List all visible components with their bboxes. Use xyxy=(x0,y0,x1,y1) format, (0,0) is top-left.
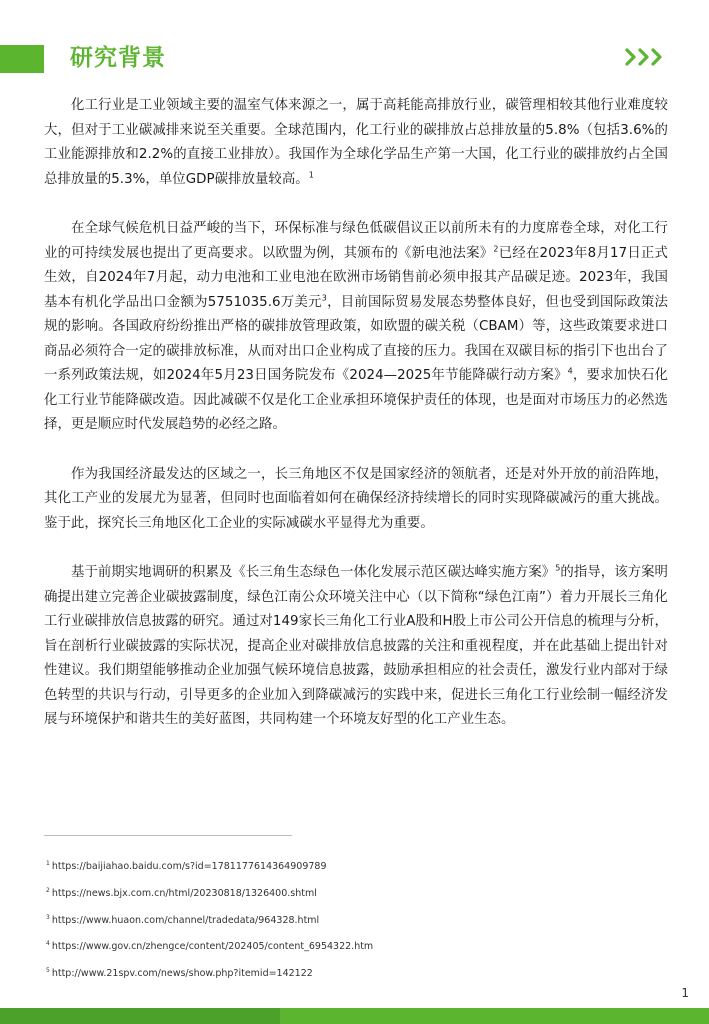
page-number: 1 xyxy=(681,986,689,1000)
footnote-ref-3: 3 xyxy=(321,293,327,303)
footnote-divider xyxy=(44,835,292,836)
footnotes xyxy=(46,852,646,986)
footer-bar-dark xyxy=(0,1008,280,1024)
footnote-ref-4: 4 xyxy=(567,366,573,376)
paragraph-3: 作为我国经济最发达的区域之一，长三角地区不仅是国家经济的领航者，还是对外开放的前沿阵地，其化工产业的发展尤为显著，但同时也面临着如何在确保经济持续增长的同时实现降碳减污的重大挑战。鉴于此，探究长三角地区化工企业的实际减碳水平显得尤为重要。 xyxy=(44,466,668,531)
paragraph-4: 基于前期实地调研的积累及《长三角生态绿色一体化发展示范区碳达峰实施方案》$^5$的指导，该方案明确提出建立完善企业碳披露制度，绿色江南公众环境关注中心（以下简称“绿色江南”）着力开展长三角化工行业碳排放信息披露的研究。通过对149家长三角化工行业A股和H股上市公司公开信息的梳理与分析，旨在剖析行业碳披露的实际状况，提高企业对碳排放信息披露的关注和重视程度，并在此基础上提出针对性建议。我们期望能够推动企业加强气候环境信息披露，鼓励承担相应的社会责任，激发行业内部对于绿色转型的共识与行动，引导更多的企业加入到降碳减污的实践中来，促进长三角化工行业绘制一幅经济发展与环境保护和谐共生的美好蓝图，共同构建一个环境友好型的化工产业生态。 xyxy=(44,563,669,727)
footnote-2[interactable]: $^2$ https://news.bjx.com.cn/html/20230818/1326400.shtml xyxy=(46,886,317,899)
paragraph-1: 化工行业是工业领域主要的温室气体来源之一，属于高耗能高排放行业，碳管理相较其他行业难度较大，但对于工业碳减排来说至关重要。全球范围内，化工行业的碳排放占总排放量的5.8%（包括3.6%的工业能源排放和2.2%的直接工业排放）。我国作为全球化学品生产第一大国，化工行业的碳排放约占全国总排放量的5.3%，单位GDP碳排放量较高。$^1$ xyxy=(44,98,668,187)
footnote-3[interactable]: $^3$ https://www.huaon.com/channel/tradedata/964328.html xyxy=(46,913,320,926)
header-accent-bar xyxy=(0,45,44,73)
triple-chevron-right-icon xyxy=(624,46,668,68)
page-title: 研究背景 xyxy=(70,45,166,71)
footnote-ref-2: 2 xyxy=(493,244,499,254)
paragraph-2: 在全球气候危机日益严峻的当下，环保标准与绿色低碳倡议正以前所未有的力度席卷全球，对化工行业的可持续发展也提出了更高要求。以欧盟为例，其颁布的《新电池法案》$^2$已经在2023年8月17日正式生效，自2024年7月起，动力电池和工业电池在欧洲市场销售前必须申报其产品碳足迹。2023年，我国基本有机化学品出口金额为5751035.6万美元$^3$，目前国际贸易发展态势整体良好，但也受到国际政策法规的影响。各国政府纷纷推出严格的碳排放管理政策，如欧盟的碳关税（CBAM）等，这些政策要求进口商品必须符合一定的碳排放标准，从而对出口企业构成了直接的压力。我国在双碳目标的指引下也出台了一系列政策法规，如2024年5月23日国务院发布《2024—2025年节能降碳行动方案》$^4$，要求加快石化化工行业节能降碳改造。因此减碳不仅是化工企业承担环境保护责任的体现，也是面对市场压力的必然选择，更是顺应时代发展趋势的必经之路。 xyxy=(44,221,668,432)
footnote-1[interactable]: $^1$ https://baijiahao.baidu.com/s?id=1781177614364909789 xyxy=(46,860,327,873)
footer-bar-light xyxy=(280,1008,709,1024)
footnote-ref-5: 5 xyxy=(555,563,561,573)
footnote-5[interactable]: $^5$ http://www.21spv.com/news/show.php?itemid=142122 xyxy=(46,967,313,980)
footnote-4[interactable]: $^4$ https://www.gov.cn/zhengce/content/202405/content_6954322.htm xyxy=(46,940,374,953)
footnote-ref-1: 1 xyxy=(308,170,314,180)
body-text xyxy=(44,94,668,758)
